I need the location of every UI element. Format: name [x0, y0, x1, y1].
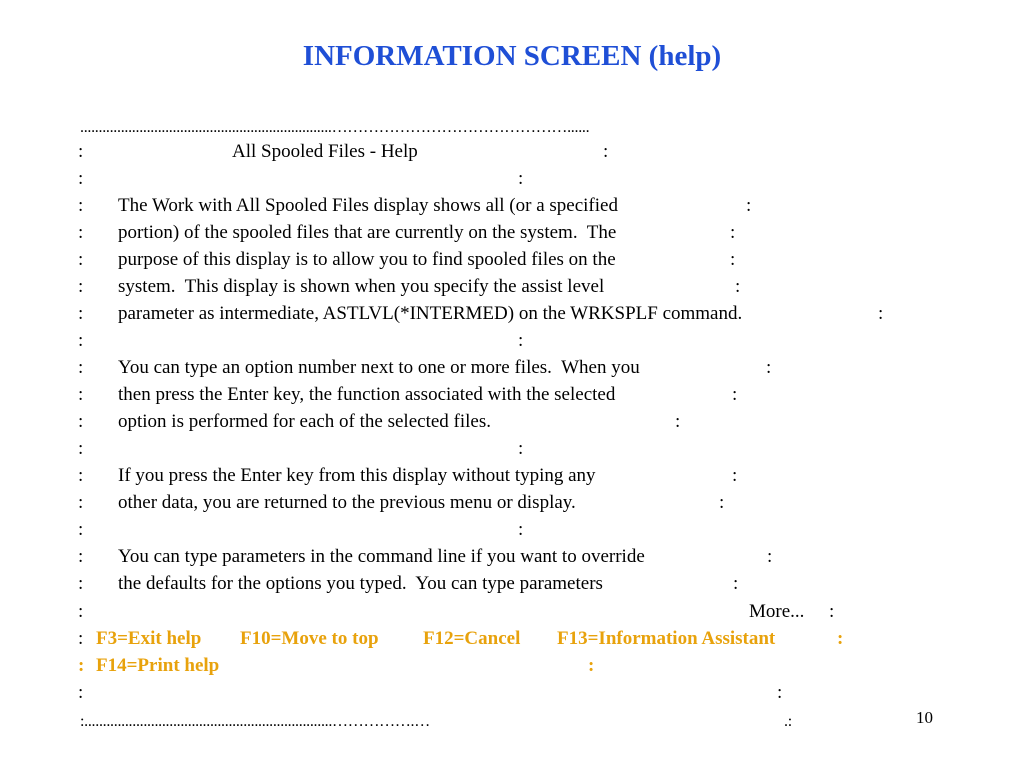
right-colon: :	[730, 222, 736, 243]
right-colon: :	[732, 384, 738, 405]
f10-move-to-top-key[interactable]: F10=Move to top	[240, 628, 379, 649]
blank-line	[0, 679, 1024, 706]
left-colon: :	[78, 222, 84, 243]
bottom-border-rule: :...................................................................…………….…	[80, 713, 430, 730]
help-text-line	[0, 381, 1024, 408]
blank-line	[0, 435, 1024, 462]
help-text-line	[0, 219, 1024, 246]
help-text: The Work with All Spooled Files display shows all (or a specified	[118, 195, 618, 216]
help-text-line	[0, 192, 1024, 219]
right-colon: :	[518, 168, 524, 189]
help-text: system. This display is shown when you specify the assist level	[118, 276, 605, 297]
left-colon: :	[78, 628, 84, 649]
help-text-line	[0, 570, 1024, 597]
right-colon: :	[735, 276, 741, 297]
left-colon: :	[78, 330, 84, 351]
left-colon: :	[78, 276, 84, 297]
left-colon: :	[78, 465, 84, 486]
help-text: other data, you are returned to the previous menu or display.	[118, 492, 576, 513]
function-keys-line	[0, 652, 1024, 679]
left-colon: :	[78, 492, 84, 513]
left-colon: :	[78, 303, 84, 324]
slide-title: INFORMATION SCREEN (help)	[302, 40, 722, 72]
help-text-line	[0, 489, 1024, 516]
right-colon: :	[719, 492, 725, 513]
left-colon: :	[78, 411, 84, 432]
right-colon: :	[777, 682, 783, 703]
left-colon: :	[78, 682, 84, 703]
help-text: purpose of this display is to allow you to find spooled files on the	[118, 249, 616, 270]
help-text-line	[0, 273, 1024, 300]
top-border-rule: ....................................................................………………………………………......	[80, 119, 590, 136]
help-text: portion) of the spooled files that are currently on the system. The	[118, 222, 617, 243]
help-text: You can type an option number next to one or more files. When you	[118, 357, 640, 378]
right-colon: :	[732, 465, 738, 486]
panel-title: All Spooled Files - Help	[232, 141, 418, 162]
more-indicator: More...	[749, 601, 805, 622]
help-text: You can type parameters in the command line if you want to override	[118, 546, 645, 567]
blank-line	[0, 516, 1024, 543]
right-colon: :	[766, 357, 772, 378]
left-colon: :	[78, 249, 84, 270]
left-colon: :	[78, 195, 84, 216]
help-text-line	[0, 300, 1024, 327]
help-text-line	[0, 462, 1024, 489]
right-colon: :	[829, 601, 835, 622]
help-text-line	[0, 246, 1024, 273]
left-colon: :	[78, 168, 84, 189]
right-colon: :	[730, 249, 736, 270]
help-text: then press the Enter key, the function associated with the selected	[118, 384, 616, 405]
panel-title-line	[0, 138, 1024, 165]
right-colon: :	[603, 141, 609, 162]
left-colon: :	[78, 655, 85, 676]
page-number: 10	[916, 708, 933, 727]
help-text: the defaults for the options you typed. You can type parameters	[118, 573, 603, 594]
help-text-line	[0, 354, 1024, 381]
left-colon: :	[78, 546, 84, 567]
f3-exit-help-key[interactable]: F3=Exit help	[96, 628, 202, 649]
right-colon: :	[518, 519, 524, 540]
right-colon: :	[837, 628, 844, 649]
left-colon: :	[78, 357, 84, 378]
left-colon: :	[78, 384, 84, 405]
left-colon: :	[78, 438, 84, 459]
right-colon: :	[675, 411, 681, 432]
blank-line	[0, 327, 1024, 354]
f13-information-assistant-key[interactable]: F13=Information Assistant	[557, 628, 776, 649]
right-colon: :	[767, 546, 773, 567]
right-colon: :	[746, 195, 752, 216]
blank-line	[0, 165, 1024, 192]
help-text: parameter as intermediate, ASTLVL(*INTERMED) on the WRKSPLF command.	[118, 303, 743, 324]
left-colon: :	[78, 141, 84, 162]
more-line	[0, 598, 1024, 625]
help-text: If you press the Enter key from this display without typing any	[118, 465, 596, 486]
left-colon: :	[78, 573, 84, 594]
function-keys-line	[0, 625, 1024, 652]
right-colon: :	[733, 573, 739, 594]
left-colon: :	[78, 601, 84, 622]
help-text-line	[0, 408, 1024, 435]
left-colon: :	[78, 519, 84, 540]
f12-cancel-key[interactable]: F12=Cancel	[423, 628, 521, 649]
right-colon: :	[518, 330, 524, 351]
bottom-border-rule-end: .:	[784, 713, 792, 730]
help-text: option is performed for each of the selected files.	[118, 411, 491, 432]
right-colon: :	[588, 655, 595, 676]
f14-print-help-key[interactable]: F14=Print help	[96, 655, 220, 676]
right-colon: :	[518, 438, 524, 459]
help-text-line	[0, 543, 1024, 570]
right-colon: :	[878, 303, 884, 324]
